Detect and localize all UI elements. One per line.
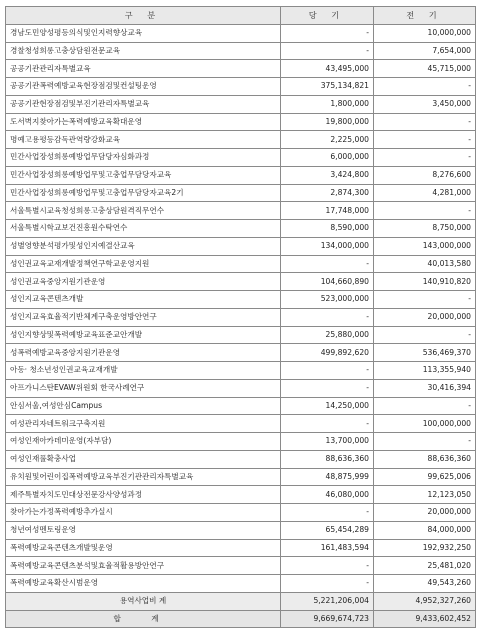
- row-current-cell: 375,134,821: [281, 78, 374, 96]
- row-current-cell: 104,660,890: [281, 273, 374, 291]
- row-current-cell: 2,225,000: [281, 131, 374, 149]
- header-previous-period: 전 기: [374, 7, 476, 25]
- row-current-cell: 6,000,000: [281, 149, 374, 167]
- row-name-cell: 폭력예방교육콘텐츠개발및운영: [6, 539, 281, 557]
- table-row: [6, 149, 476, 167]
- total-current: 9,669,674,723: [281, 610, 374, 628]
- table-row: [6, 131, 476, 149]
- row-name-cell: 성인권교육중앙지원기관운영: [6, 273, 281, 291]
- row-name-cell: 공공기관관리자특별교육: [6, 60, 281, 78]
- row-current-cell: 46,080,000: [281, 486, 374, 504]
- row-previous-cell: 4,281,000: [374, 184, 476, 202]
- service-project-cost-table: [5, 6, 476, 628]
- total-previous: 9,433,602,452: [374, 610, 476, 628]
- row-previous-cell: 99,625,006: [374, 468, 476, 486]
- row-current-cell: -: [281, 575, 374, 593]
- row-current-cell: -: [281, 255, 374, 273]
- row-current-cell: -: [281, 557, 374, 575]
- table-row: [6, 273, 476, 291]
- row-name-cell: 청년여성멘토링운영: [6, 521, 281, 539]
- row-current-cell: 43,495,000: [281, 60, 374, 78]
- table-row: [6, 344, 476, 362]
- table-row: [6, 397, 476, 415]
- table-row: [6, 202, 476, 220]
- row-previous-cell: 3,450,000: [374, 95, 476, 113]
- row-name-cell: 서울특별시학교보건진흥원수탁연수: [6, 220, 281, 238]
- table-row: [6, 450, 476, 468]
- table-row: [6, 539, 476, 557]
- row-previous-cell: -: [374, 149, 476, 167]
- header-current-period: 당 기: [281, 7, 374, 25]
- row-current-cell: 65,454,289: [281, 521, 374, 539]
- row-current-cell: -: [281, 415, 374, 433]
- row-previous-cell: 113,355,940: [374, 362, 476, 380]
- row-current-cell: 19,800,000: [281, 113, 374, 131]
- row-previous-cell: 10,000,000: [374, 24, 476, 42]
- row-previous-cell: 192,932,250: [374, 539, 476, 557]
- table-row: [6, 362, 476, 380]
- subtotal-row: [6, 592, 476, 610]
- table-header-row: [6, 7, 476, 25]
- row-name-cell: 성폭력예방교육중앙지원기관운영: [6, 344, 281, 362]
- row-previous-cell: 25,481,020: [374, 557, 476, 575]
- table-body: [6, 24, 476, 592]
- row-previous-cell: 45,715,000: [374, 60, 476, 78]
- row-previous-cell: 20,000,000: [374, 504, 476, 522]
- table-row: [6, 24, 476, 42]
- row-name-cell: 공공기관폭력예방교육현장점검및컨설팅운영: [6, 78, 281, 96]
- table-row: [6, 60, 476, 78]
- row-name-cell: 성인지향상및폭력예방교육표준교안개발: [6, 326, 281, 344]
- header-category: 구 분: [6, 7, 281, 25]
- row-current-cell: 48,875,999: [281, 468, 374, 486]
- total-row: [6, 610, 476, 628]
- row-current-cell: 499,892,620: [281, 344, 374, 362]
- table-row: [6, 504, 476, 522]
- row-current-cell: 8,590,000: [281, 220, 374, 238]
- row-previous-cell: 140,910,820: [374, 273, 476, 291]
- total-label: 합 계: [6, 610, 281, 628]
- table-row: [6, 379, 476, 397]
- row-current-cell: -: [281, 42, 374, 60]
- row-previous-cell: -: [374, 397, 476, 415]
- row-previous-cell: 8,750,000: [374, 220, 476, 238]
- row-current-cell: 523,000,000: [281, 291, 374, 309]
- row-previous-cell: 20,000,000: [374, 308, 476, 326]
- row-current-cell: -: [281, 24, 374, 42]
- row-previous-cell: 84,000,000: [374, 521, 476, 539]
- table-row: [6, 78, 476, 96]
- row-name-cell: 경남도민양성평등의식및인지력향상교육: [6, 24, 281, 42]
- row-current-cell: -: [281, 379, 374, 397]
- row-previous-cell: 12,123,050: [374, 486, 476, 504]
- row-current-cell: 88,636,360: [281, 450, 374, 468]
- row-previous-cell: 536,469,370: [374, 344, 476, 362]
- row-current-cell: -: [281, 308, 374, 326]
- row-name-cell: 폭력예방교육확산시범운영: [6, 575, 281, 593]
- row-current-cell: -: [281, 362, 374, 380]
- row-name-cell: 공공기관현장점검및부진기관리자특별교육: [6, 95, 281, 113]
- subtotal-previous: 4,952,327,260: [374, 592, 476, 610]
- row-name-cell: 아동· 청소년성인권교육교재개발: [6, 362, 281, 380]
- row-previous-cell: 49,543,260: [374, 575, 476, 593]
- subtotal-label: 용역사업비 계: [6, 592, 281, 610]
- table-row: [6, 557, 476, 575]
- row-name-cell: 민간사업장성희롱예방업무담당자심화과정: [6, 149, 281, 167]
- row-current-cell: 161,483,594: [281, 539, 374, 557]
- row-previous-cell: -: [374, 78, 476, 96]
- table-row: [6, 42, 476, 60]
- table-row: [6, 113, 476, 131]
- row-name-cell: 명예고용평등감독관역량강화교육: [6, 131, 281, 149]
- row-previous-cell: -: [374, 433, 476, 451]
- row-name-cell: 찾아가는가정폭력예방추가실시: [6, 504, 281, 522]
- financial-table-container: [5, 6, 475, 628]
- row-name-cell: 경찰청성희롱고충상담원전문교육: [6, 42, 281, 60]
- row-current-cell: 134,000,000: [281, 237, 374, 255]
- table-row: [6, 521, 476, 539]
- row-current-cell: 2,874,300: [281, 184, 374, 202]
- table-row: [6, 291, 476, 309]
- row-name-cell: 성인권교육교재개발정책연구학교운영지원: [6, 255, 281, 273]
- row-current-cell: 17,748,000: [281, 202, 374, 220]
- row-name-cell: 도서벽지찾아가는폭력예방교육확대운영: [6, 113, 281, 131]
- table-row: [6, 415, 476, 433]
- table-row: [6, 575, 476, 593]
- row-previous-cell: -: [374, 202, 476, 220]
- row-previous-cell: 7,654,000: [374, 42, 476, 60]
- row-current-cell: 25,880,000: [281, 326, 374, 344]
- table-row: [6, 220, 476, 238]
- row-current-cell: 13,700,000: [281, 433, 374, 451]
- table-row: [6, 255, 476, 273]
- row-current-cell: -: [281, 504, 374, 522]
- row-previous-cell: 88,636,360: [374, 450, 476, 468]
- row-previous-cell: -: [374, 131, 476, 149]
- row-name-cell: 유치원및어린이집폭력예방교육부진기관관리자특별교육: [6, 468, 281, 486]
- row-previous-cell: -: [374, 326, 476, 344]
- row-current-cell: 14,250,000: [281, 397, 374, 415]
- table-row: [6, 237, 476, 255]
- table-row: [6, 308, 476, 326]
- table-row: [6, 184, 476, 202]
- row-name-cell: 민간사업장성희롱예방업무및고충업무담당자교육: [6, 166, 281, 184]
- row-current-cell: 3,424,800: [281, 166, 374, 184]
- row-previous-cell: 30,416,394: [374, 379, 476, 397]
- row-name-cell: 성인지교육효율적기반체계구축운영방안연구: [6, 308, 281, 326]
- row-name-cell: 아프가니스탄EVAW위원회 한국사례연구: [6, 379, 281, 397]
- table-row: [6, 468, 476, 486]
- table-row: [6, 166, 476, 184]
- row-name-cell: 성별영향분석평가및성인지예결산교육: [6, 237, 281, 255]
- row-previous-cell: 143,000,000: [374, 237, 476, 255]
- row-name-cell: 민간사업장성희롱예방업무및고충업무담당자교육2기: [6, 184, 281, 202]
- row-name-cell: 여성인재아카데미운영(자부담): [6, 433, 281, 451]
- row-previous-cell: 40,013,580: [374, 255, 476, 273]
- table-row: [6, 486, 476, 504]
- row-previous-cell: 8,276,600: [374, 166, 476, 184]
- row-name-cell: 여성관리자네트워크구축지원: [6, 415, 281, 433]
- row-name-cell: 폭력예방교육콘텐츠분석및효율적활용방안연구: [6, 557, 281, 575]
- row-name-cell: 제주특별자치도민대상전문강사양성과정: [6, 486, 281, 504]
- row-current-cell: 1,800,000: [281, 95, 374, 113]
- row-previous-cell: -: [374, 113, 476, 131]
- row-name-cell: 성인지교육콘텐츠개발: [6, 291, 281, 309]
- row-previous-cell: 100,000,000: [374, 415, 476, 433]
- subtotal-current: 5,221,206,004: [281, 592, 374, 610]
- row-name-cell: 여성인재풀확충사업: [6, 450, 281, 468]
- row-name-cell: 서울특별시교육청성희롱고충상담원격직무연수: [6, 202, 281, 220]
- row-name-cell: 안심서울,여성안심Campus: [6, 397, 281, 415]
- table-row: [6, 95, 476, 113]
- table-row: [6, 326, 476, 344]
- table-row: [6, 433, 476, 451]
- row-previous-cell: -: [374, 291, 476, 309]
